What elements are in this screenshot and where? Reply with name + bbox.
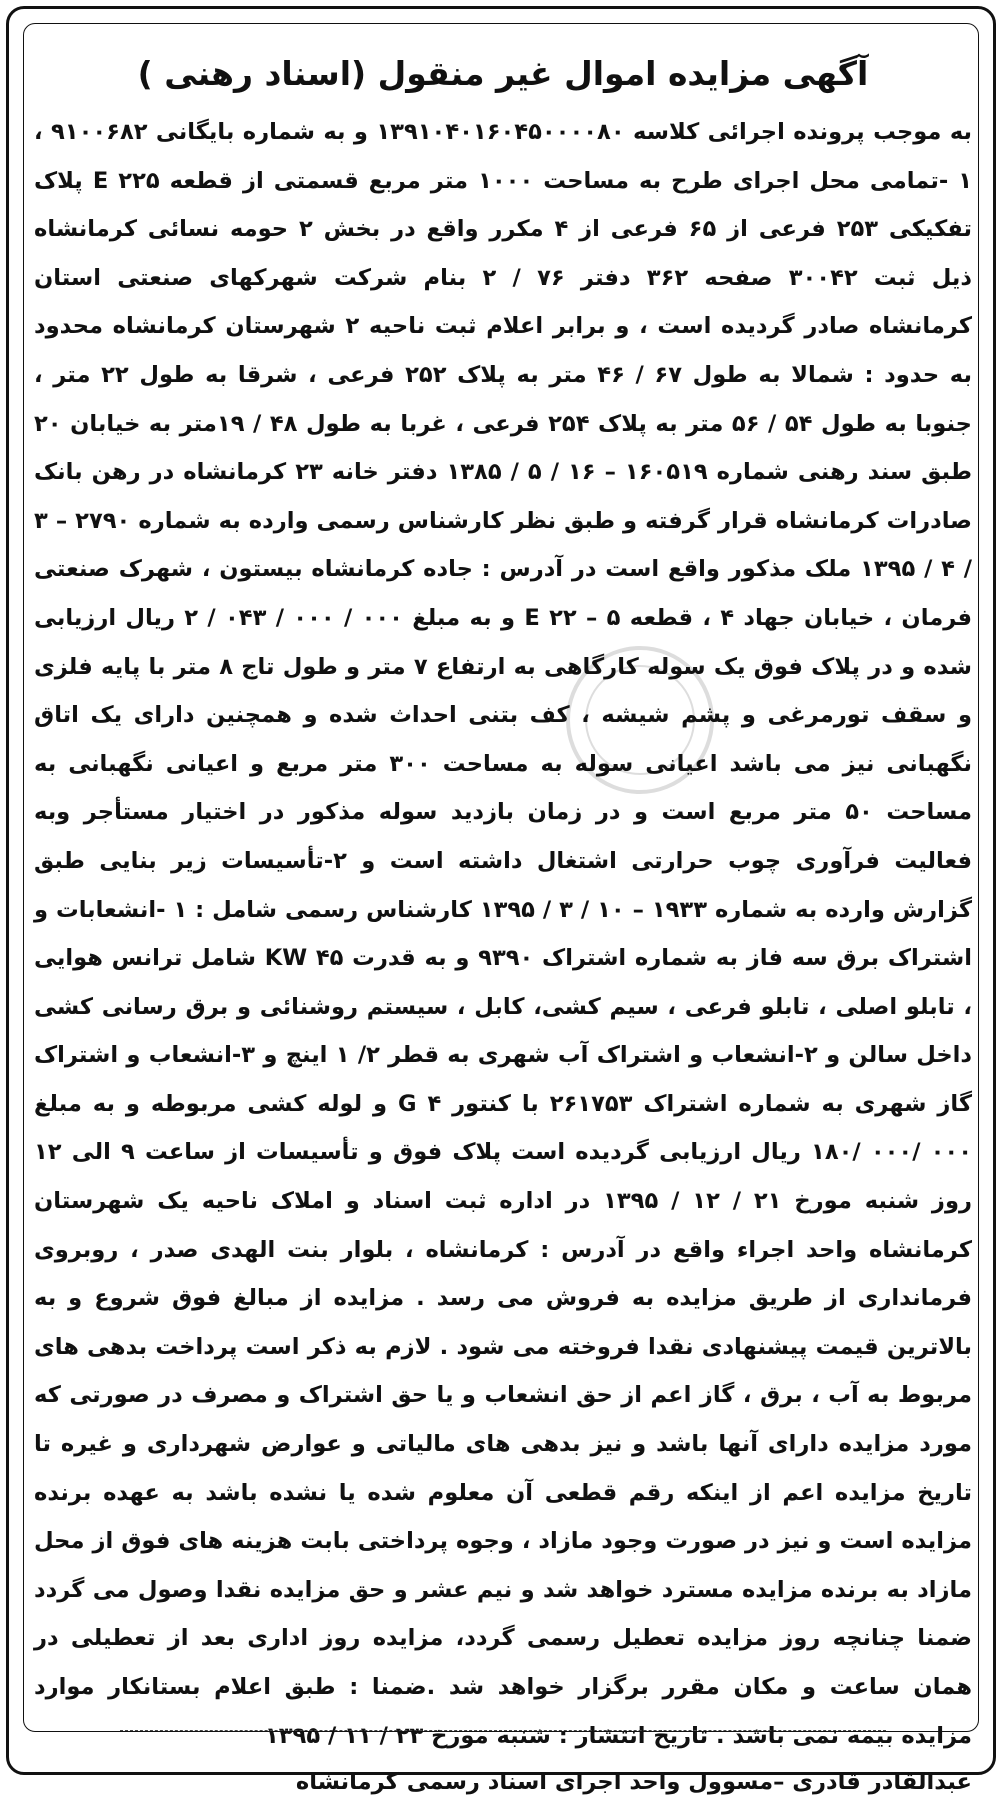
notice-content bbox=[34, 50, 972, 1804]
notice-body: به موجب پرونده اجرائی کلاسه ۱۳۹۱۰۴۰۱۶۰۴۵۰۰۰۰۸۰ و به شماره بایگانی ۹۱۰۰۶۸۲ ، ۱ -تمامی محل اجرای طرح به مساحت ۱۰۰۰ متر مربع قسمتی از قطعه E ۲۲۵ پلاک تفکیکی ۲۵۳ فرعی از ۶۵ فرعی از ۴ مکرر واقع در بخش ۲ حومه نسائی کرمانشاه ذیل ثبت ۳۰۰۴۲ صفحه ۳۶۲ دفتر ۷۶ / ۲ بنام شرکت شهرکهای صنعتی استان کرمانشاه صادر گردیده است ، و برابر اعلام ثبت ناحیه ۲ شهرستان کرمانشاه محدود به حدود : شمالا به طول ۶۷ / ۴۶ متر به پلاک ۲۵۲ فرعی ، شرقا به طول ۲۲ متر ، جنوبا به طول ۵۴ / ۵۶ متر به پلاک ۲۵۴ فرعی ، غربا به طول ۴۸ / ۱۹متر به خیابان ۲۰ طبق سند رهنی شماره ۱۶۰۵۱۹ – ۱۶ / ۵ / ۱۳۸۵ دفتر خانه ۲۳ کرمانشاه در رهن بانک صادرات کرمانشاه قرار گرفته و طبق نظر کارشناس رسمی وارده به شماره ۲۷۹۰ – ۳ / ۴ / ۱۳۹۵ ملک مذکور واقع است در آدرس : جاده کرمانشاه بیستون ، شهرک صنعتی فرمان ، خیابان جهاد ۴ ، قطعه ۵ – ۲۲ E و به مبلغ ۰۰۰ / ۰۰۰ / ۰۴۳ / ۲ ریال ارزیابی شده و در پلاک فوق یک سوله کارگاهی به ارتفاع ۷ متر و طول تاج ۸ متر با پایه فلزی و سقف تورمرغی و پشم شیشه ، کف بتنی احداث شده و همچنین دارای یک اتاق نگهبانی نیز می باشد اعیانی سوله به مساحت ۳۰۰ متر مربع و اعیانی نگهبانی به مساحت ۵۰ متر مربع است و در زمان بازدید سوله مذکور در اختیار مستأجر وبه فعالیت فرآوری چوب حرارتی اشتغال داشته است و ۲-تأسیسات زیر بنایی طبق گزارش وارده به شماره ۱۹۳۳ – ۱۰ / ۳ / ۱۳۹۵ کارشناس رسمی شامل : ۱ -انشعابات و اشتراک برق سه فاز به شماره اشتراک ۹۳۹۰ و به قدرت KW ۴۵ شامل ترانس هوایی ، تابلو اصلی ، تابلو فرعی ، سیم کشی، کابل ، سیستم روشنائی و برق رسانی کشی داخل سالن و ۲-انشعاب و اشتراک آب شهری به قطر ۲/ ۱ اینچ و ۳-انشعاب و اشتراک گاز شهری به شماره اشتراک ۲۶۱۷۵۳ با کنتور G ۴ و لوله کشی مربوطه و به مبلغ ۰۰۰ /۰۰۰ /۱۸۰ ریال ارزیابی گردیده است پلاک فوق و تأسیسات از ساعت ۹ الی ۱۲ روز شنبه مورخ ۲۱ / ۱۲ / ۱۳۹۵ در اداره ثبت اسناد و املاک ناحیه یک شهرستان کرمانشاه واحد اجراء واقع در آدرس : کرمانشاه ، بلوار بنت الهدی صدر ، روبروی فرمانداری از طریق مزایده به فروش می رسد . مزایده از مبالغ فوق شروع و به بالاترین قیمت پیشنهادی نقدا فروخته می شود . لازم به ذکر است پرداخت بدهی های مربوط به آب ، برق ، گاز اعم از حق انشعاب و یا حق اشتراک و مصرف در صورتی که مورد مزایده دارای آنها باشد و نیز بدهی های مالیاتی و عوارض شهرداری و غیره تا تاریخ مزایده اعم از اینکه رقم قطعی آن معلوم شده یا نشده باشد به عهده برنده مزایده است و نیز در صورت وجود مازاد ، وجوه پرداختی بابت هزینه های فوق از محل مازاد به برنده مزایده مسترد خواهد شد و نیم عشر و حق مزایده نقدا وصول می گردد ضمنا چنانچه روز مزایده تعطیل رسمی گردد، مزایده روز اداری بعد از تعطیلی در همان ساعت و مکان مقرر برگزار خواهد شد .ضمنا : طبق اعلام بستانکار موارد مزایده بیمه نمی باشد . تاریخ انتشار : شنبه مورخ ۲۳ / ۱۱ / ۱۳۹۵ bbox=[34, 119, 973, 1749]
bottom-divider bbox=[120, 1730, 886, 1731]
notice-title: آگهی مزایده اموال غیر منقول (اسناد رهنی ) bbox=[137, 54, 869, 93]
notice-signature: عبدالقادر قادری –مسوول واحد اجرای اسناد رسمی کرمانشاه bbox=[295, 1769, 972, 1796]
